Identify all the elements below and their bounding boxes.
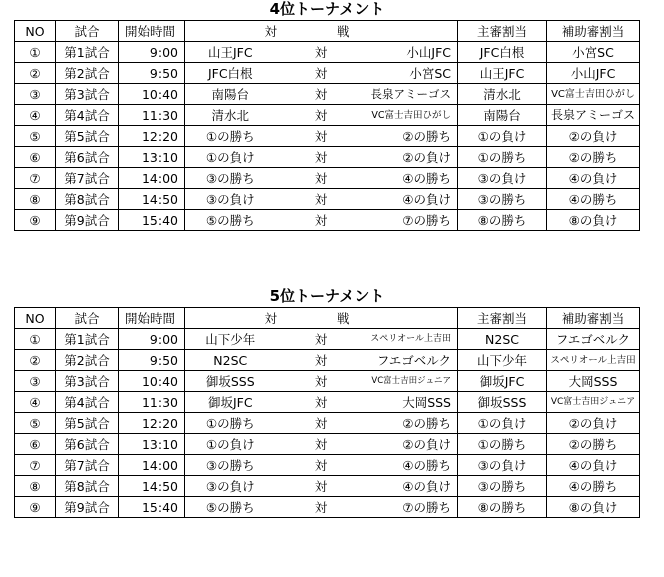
table-row [15,413,640,434]
team-b: スペリオール上吉田 [367,329,458,350]
table-row [15,455,640,476]
start-time: 15:40 [119,497,185,518]
start-time: 14:50 [119,189,185,210]
table-row [15,476,640,497]
vs-label: 対 [276,392,367,413]
referee-team: JFC白根 [458,42,547,63]
table-row [15,42,640,63]
assistant-team: ②の負け [547,126,640,147]
table-row [15,434,640,455]
table-row [15,392,640,413]
referee-team: 南陽台 [458,105,547,126]
assistant-team: ④の勝ち [547,476,640,497]
vs-label: 対 [276,126,367,147]
vs-label: 対 [276,413,367,434]
match-no: ④ [15,105,56,126]
header-no: NO [15,21,56,42]
match-label: 第4試合 [56,392,119,413]
referee-team: ③の負け [458,168,547,189]
referee-team: 御坂JFC [458,371,547,392]
assistant-team: スペリオール上吉田 [547,350,640,371]
header-referee: 主審割当 [458,21,547,42]
referee-team: ③の負け [458,455,547,476]
team-b: VC富士吉田ジュニア [367,371,458,392]
team-b: フエゴベルク [367,350,458,371]
team-a: ③の勝ち [185,168,276,189]
vs-label: 対 [276,329,367,350]
vs-label: 対 [276,210,367,231]
start-time: 12:20 [119,413,185,434]
header-referee: 主審割当 [458,308,547,329]
match-no: ⑨ [15,210,56,231]
vs-label: 対 [276,497,367,518]
match-label: 第7試合 [56,455,119,476]
header-match: 試合 [56,21,119,42]
vs-label: 対 [276,434,367,455]
match-no: ③ [15,371,56,392]
start-time: 9:50 [119,350,185,371]
tournament5-body [15,308,640,518]
team-b: ④の負け [367,476,458,497]
vs-label: 対 [276,63,367,84]
match-label: 第1試合 [56,329,119,350]
vs-label: 対 [276,147,367,168]
header-vs: 対 戦 [185,21,458,42]
match-no: ⑥ [15,147,56,168]
table-row [15,63,640,84]
team-a: 南陽台 [185,84,276,105]
tournament5-table [14,307,640,518]
start-time: 10:40 [119,371,185,392]
table-row [15,168,640,189]
match-no: ① [15,42,56,63]
start-time: 15:40 [119,210,185,231]
team-a: 清水北 [185,105,276,126]
match-label: 第8試合 [56,189,119,210]
assistant-team: 長泉アミーゴス [547,105,640,126]
match-label: 第3試合 [56,371,119,392]
assistant-team: ⑧の負け [547,497,640,518]
match-no: ⑤ [15,413,56,434]
team-a: ③の負け [185,189,276,210]
table-row [15,350,640,371]
match-no: ⑨ [15,497,56,518]
assistant-team: VC富士吉田ひがし [547,84,640,105]
match-label: 第9試合 [56,210,119,231]
start-time: 13:10 [119,434,185,455]
referee-team: N2SC [458,329,547,350]
assistant-team: 小宮SC [547,42,640,63]
match-no: ⑧ [15,476,56,497]
header-vs: 対 戦 [185,308,458,329]
team-b: ④の負け [367,189,458,210]
header-time: 開始時間 [119,308,185,329]
match-label: 第2試合 [56,350,119,371]
start-time: 11:30 [119,105,185,126]
start-time: 9:00 [119,42,185,63]
team-a: 山下少年 [185,329,276,350]
team-a: ③の負け [185,476,276,497]
match-label: 第4試合 [56,105,119,126]
team-b: ④の勝ち [367,168,458,189]
table-row [15,371,640,392]
assistant-team: 大岡SSS [547,371,640,392]
team-b: VC富士吉田ひがし [367,105,458,126]
assistant-team: ②の勝ち [547,147,640,168]
header-assistant: 補助審割当 [547,21,640,42]
match-label: 第7試合 [56,168,119,189]
team-b: 長泉アミーゴス [367,84,458,105]
team-b: 大岡SSS [367,392,458,413]
team-b: ②の勝ち [367,413,458,434]
vs-label: 対 [276,350,367,371]
match-label: 第9試合 [56,497,119,518]
vs-label: 対 [276,189,367,210]
team-a: ①の勝ち [185,413,276,434]
vs-label: 対 [276,371,367,392]
tournament4-body [15,21,640,231]
referee-team: ①の勝ち [458,147,547,168]
header-time: 開始時間 [119,21,185,42]
start-time: 13:10 [119,147,185,168]
table-row [15,147,640,168]
vs-label: 対 [276,42,367,63]
vs-label: 対 [276,105,367,126]
team-b: 小宮SC [367,63,458,84]
match-no: ⑦ [15,168,56,189]
match-label: 第8試合 [56,476,119,497]
referee-team: 山王JFC [458,63,547,84]
team-b: ⑦の勝ち [367,497,458,518]
match-label: 第3試合 [56,84,119,105]
match-no: ② [15,63,56,84]
start-time: 11:30 [119,392,185,413]
team-b: ②の勝ち [367,126,458,147]
team-a: JFC白根 [185,63,276,84]
referee-team: ①の負け [458,126,547,147]
assistant-team: ②の勝ち [547,434,640,455]
match-no: ② [15,350,56,371]
table-row [15,105,640,126]
assistant-team: ④の勝ち [547,189,640,210]
referee-team: ①の負け [458,413,547,434]
start-time: 14:50 [119,476,185,497]
team-a: ③の勝ち [185,455,276,476]
start-time: 14:00 [119,455,185,476]
header-match: 試合 [56,308,119,329]
vs-label: 対 [276,476,367,497]
assistant-team: ④の負け [547,455,640,476]
match-no: ① [15,329,56,350]
tournament4-title: 4位トーナメント [269,0,385,18]
table-header-row [15,308,640,329]
team-a: N2SC [185,350,276,371]
referee-team: 御坂SSS [458,392,547,413]
referee-team: ⑧の勝ち [458,210,547,231]
referee-team: 山下少年 [458,350,547,371]
table-row [15,210,640,231]
table-row [15,84,640,105]
team-a: ⑤の勝ち [185,210,276,231]
match-label: 第6試合 [56,147,119,168]
team-a: 御坂SSS [185,371,276,392]
vs-label: 対 [276,84,367,105]
table-row [15,497,640,518]
match-no: ⑥ [15,434,56,455]
start-time: 14:00 [119,168,185,189]
tournament4-table [14,20,640,231]
team-b: ⑦の勝ち [367,210,458,231]
table-row [15,126,640,147]
header-assistant: 補助審割当 [547,308,640,329]
match-label: 第5試合 [56,126,119,147]
start-time: 9:00 [119,329,185,350]
vs-label: 対 [276,455,367,476]
start-time: 9:50 [119,63,185,84]
match-no: ⑤ [15,126,56,147]
referee-team: 清水北 [458,84,547,105]
assistant-team: VC富士吉田ジュニア [547,392,640,413]
match-no: ⑧ [15,189,56,210]
match-label: 第5試合 [56,413,119,434]
match-no: ⑦ [15,455,56,476]
referee-team: ⑧の勝ち [458,497,547,518]
table-header-row [15,21,640,42]
match-no: ④ [15,392,56,413]
table-row [15,329,640,350]
tournament5-title: 5位トーナメント [269,287,385,305]
team-b: ②の負け [367,147,458,168]
assistant-team: ②の負け [547,413,640,434]
team-b: ④の勝ち [367,455,458,476]
assistant-team: 小山JFC [547,63,640,84]
match-label: 第1試合 [56,42,119,63]
match-label: 第6試合 [56,434,119,455]
table-row [15,189,640,210]
assistant-team: ④の負け [547,168,640,189]
team-a: ⑤の勝ち [185,497,276,518]
referee-team: ①の勝ち [458,434,547,455]
team-a: ①の負け [185,434,276,455]
match-no: ③ [15,84,56,105]
team-b: ②の負け [367,434,458,455]
referee-team: ③の勝ち [458,476,547,497]
match-label: 第2試合 [56,63,119,84]
referee-team: ③の勝ち [458,189,547,210]
assistant-team: ⑧の負け [547,210,640,231]
team-a: ①の負け [185,147,276,168]
assistant-team: フエゴベルク [547,329,640,350]
vs-label: 対 [276,168,367,189]
team-a: 山王JFC [185,42,276,63]
header-no: NO [15,308,56,329]
start-time: 12:20 [119,126,185,147]
team-a: ①の勝ち [185,126,276,147]
start-time: 10:40 [119,84,185,105]
team-a: 御坂JFC [185,392,276,413]
team-b: 小山JFC [367,42,458,63]
